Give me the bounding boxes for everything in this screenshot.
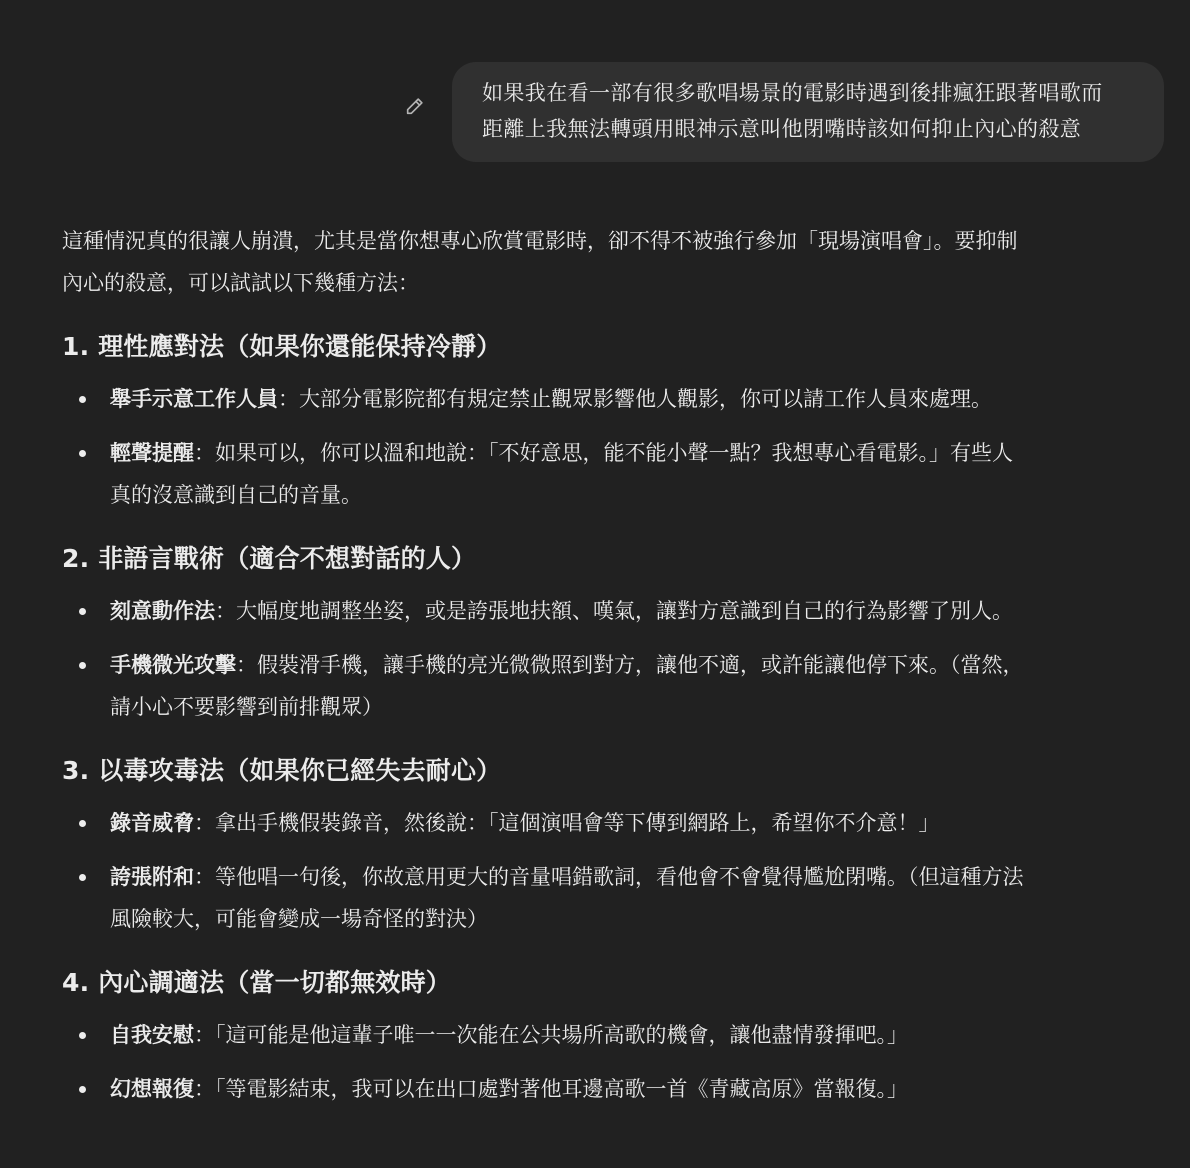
section-fight-fire: [62, 754, 1168, 940]
section-rational: [62, 330, 1168, 516]
item-term: 自我安慰: [110, 1023, 194, 1047]
list-item: [62, 1068, 1168, 1110]
list-item: [62, 378, 1168, 420]
item-term: 舉手示意工作人員: [110, 387, 278, 411]
section-heading: 2. 非語言戰術（適合不想對話的人）: [62, 544, 477, 573]
section-nonverbal: [62, 542, 1168, 728]
section-inner-adjust: [62, 966, 1168, 1110]
user-message-line: 如果我在看一部有很多歌唱場景的電影時遇到後排瘋狂跟著唱歌而: [482, 81, 1103, 105]
list-item: [62, 856, 1168, 940]
item-term: 錄音威脅: [110, 811, 194, 835]
item-text-continued: 真的沒意識到自己的音量。: [110, 483, 362, 507]
section-list: [62, 802, 1168, 940]
item-text-continued: 風險較大，可能會變成一場奇怪的對決）: [110, 907, 488, 931]
item-term: 手機微光攻擊: [110, 653, 236, 677]
item-text: ：大部分電影院都有規定禁止觀眾影響他人觀影，你可以請工作人員來處理。: [278, 387, 992, 411]
item-text: ：大幅度地調整坐姿，或是誇張地扶額、嘆氣，讓對方意識到自己的行為影響了別人。: [215, 599, 1013, 623]
section-list: [62, 378, 1168, 516]
user-message-row: [400, 62, 1164, 162]
item-term: 幻想報復: [110, 1077, 194, 1101]
item-text: ：「等電影結束，我可以在出口處對著他耳邊高歌一首《青藏高原》當報復。」: [194, 1077, 908, 1101]
user-message-bubble: [452, 62, 1164, 162]
section-list: [62, 1014, 1168, 1110]
section-list: [62, 590, 1168, 728]
item-text: ：等他唱一句後，你故意用更大的音量唱錯歌詞，看他會不會覺得尷尬閉嘴。（但這種方法: [194, 865, 1024, 889]
list-item: [62, 802, 1168, 844]
list-item: [62, 590, 1168, 632]
item-text: ：「這可能是他這輩子唯一一次能在公共場所高歌的機會，讓他盡情發揮吧。」: [194, 1023, 908, 1047]
list-item: [62, 1014, 1168, 1056]
item-term: 誇張附和: [110, 865, 194, 889]
intro-line: 這種情況真的很讓人崩潰，尤其是當你想專心欣賞電影時，卻不得不被強行參加「現場演唱會」。要抑制: [62, 229, 1018, 253]
assistant-message: [62, 220, 1168, 1110]
item-text: ：如果可以，你可以溫和地說：「不好意思，能不能小聲一點？我想專心看電影。」有些人: [194, 441, 1013, 465]
list-item: [62, 432, 1168, 516]
section-heading: 3. 以毒攻毒法（如果你已經失去耐心）: [62, 756, 502, 785]
intro-line: 內心的殺意，可以試試以下幾種方法：: [62, 271, 419, 295]
edit-message-button[interactable]: [400, 93, 430, 123]
assistant-intro: [62, 220, 1168, 304]
item-text: ：拿出手機假裝錄音，然後說：「這個演唱會等下傳到網路上，希望你不介意！」: [194, 811, 940, 835]
item-term: 輕聲提醒: [110, 441, 194, 465]
item-text-continued: 請小心不要影響到前排觀眾）: [110, 695, 383, 719]
user-message-line: 距離上我無法轉頭用眼神示意叫他閉嘴時該如何抑止內心的殺意: [482, 117, 1082, 141]
list-item: [62, 644, 1168, 728]
section-heading: 4. 內心調適法（當一切都無效時）: [62, 968, 451, 997]
item-term: 刻意動作法: [110, 599, 215, 623]
section-heading: 1. 理性應對法（如果你還能保持冷靜）: [62, 332, 502, 361]
pencil-icon: [404, 95, 426, 121]
item-text: ：假裝滑手機，讓手機的亮光微微照到對方，讓他不適，或許能讓他停下來。（當然，: [236, 653, 1024, 677]
